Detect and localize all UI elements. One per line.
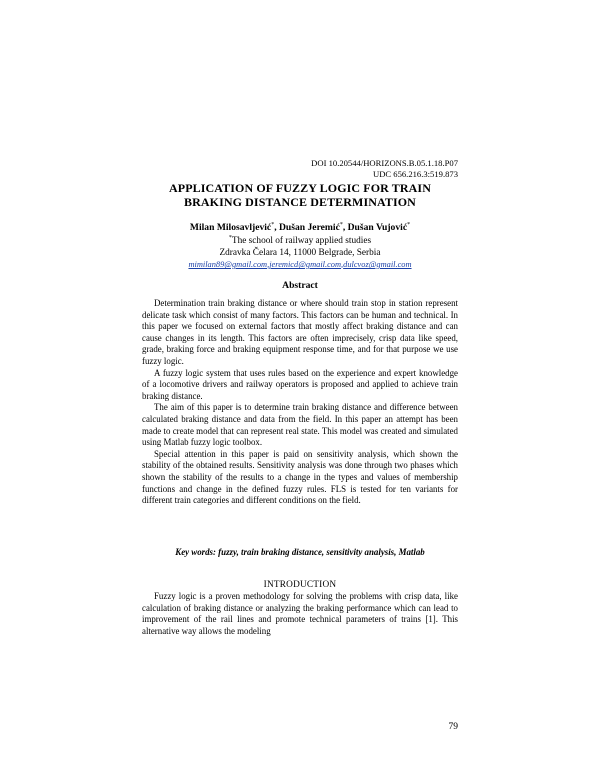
author-name: Milan Milosavljević (189, 222, 272, 234)
author-separator: , (274, 222, 279, 234)
author-mark: * (407, 222, 411, 228)
affiliation (142, 232, 458, 271)
title-line-2: BRAKING DISTANCE DETERMINATION (184, 195, 416, 209)
abstract-body (142, 298, 458, 507)
email-list (142, 259, 458, 271)
introduction-heading: INTRODUCTION (263, 580, 337, 590)
affiliation-mark: * (228, 235, 232, 241)
email-link[interactable]: dulcvoz@gmail.com (343, 260, 412, 270)
paper-title (142, 181, 458, 209)
author-name: Dušan Vujović (347, 222, 408, 234)
abstract-heading: Abstract (282, 280, 318, 291)
abstract-paragraph: A fuzzy logic system that uses rules based on the experience and expert knowledge of a locomotive drivers and railway operators is proposed and applied to achieve train braking distance. (142, 367, 458, 401)
introduction-paragraph: Fuzzy logic is a proven methodology for solving the problems with crisp data, like calculation of braking distance or analyzing the braking performance which can lead to improvement of the rail lines and promote technical parameters of trains [1]. This alternative way allows the modeling (142, 591, 458, 636)
title-line-1: APPLICATION OF FUZZY LOGIC FOR TRAIN (169, 181, 431, 195)
author-name: Dušan Jeremić (278, 222, 340, 234)
introduction-body (142, 591, 458, 637)
keywords-line: Key words: fuzzy, train braking distance, sensitivity analysis, Matlab (175, 547, 425, 557)
affiliation-address: Zdravka Čelara 14, 11000 Belgrade, Serbia (219, 248, 381, 259)
email-link[interactable]: mimilan89@gmail.com (188, 260, 268, 270)
email-link[interactable]: jeremicd@gmail.com (269, 260, 342, 270)
author-separator: , (342, 222, 348, 234)
abstract-paragraph: Special attention in this paper is paid on sensitivity analysis, which shown the stability of the obtained results. Sensitivity analysis was done through two phases which shown the stability of the results to a change in the types and values of membership functions and change in the defined fuzzy rules. FLS is tested for ten variants for different train categories and different conditions on the field. (142, 448, 458, 506)
udc-line: UDC 656.216.3:519.873 (373, 168, 458, 179)
doi-block (142, 158, 458, 179)
doi-line: DOI 10.20544/HORIZONS.B.05.1.18.P07 (311, 158, 458, 168)
email-separator: , (341, 260, 344, 270)
affiliation-school: The school of railway applied studies (231, 236, 372, 247)
page-number: 79 (448, 722, 458, 732)
author-mark: * (271, 222, 275, 228)
email-separator: , (267, 260, 270, 270)
author-mark: * (339, 222, 343, 228)
abstract-paragraph: Determination train braking distance or where should train stop in station represent delicate task which consist of many factors. This factors can be human and technical. In this paper we focused on external factors that mostly affect braking distance and can cause changes in its length. This factors are often imprecisely, crisp data like speed, grade, braking force and braking equipment response time, and for that purpose we use fuzzy logic. (142, 298, 458, 366)
abstract-paragraph: The aim of this paper is to determine train braking distance and difference between calculated braking distance and data from the field. In this paper an attempt has been made to create model that can represent real state. This model was created and simulated using Matlab fuzzy logic toolbox. (142, 402, 458, 448)
